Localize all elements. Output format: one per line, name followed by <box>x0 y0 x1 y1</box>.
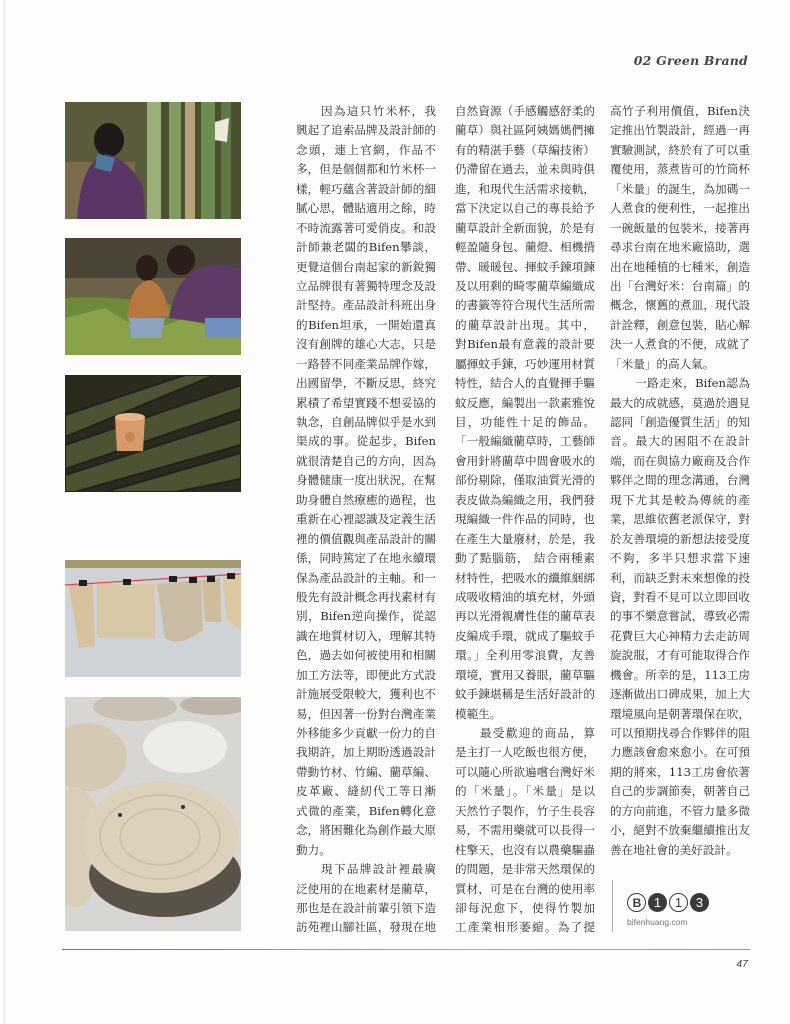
text-line: 重新在心裡認識及定義生活 <box>296 512 436 527</box>
text-line: 會用針將藺草中間會吸水的 <box>455 453 595 468</box>
text-line: 計師兼老闆的Bifen攀談， <box>296 240 436 255</box>
scan-edge <box>4 0 5 1024</box>
text-line: 動了點腦筋， 結合兩種素 <box>455 551 595 566</box>
text-line: 有的精湛手藝（草編技術） <box>455 142 595 157</box>
text-line: 自己的步調節奏，朝著自己 <box>610 784 750 799</box>
text-line: 我期許，加上期盼透過設計 <box>296 745 436 760</box>
text-line: 於友善環境的新想法接受度 <box>610 531 750 546</box>
text-line: 藺草設計全新面貌，於是有 <box>455 220 595 235</box>
text-line: 蚊反應，編製出一款素雅悅 <box>455 395 595 410</box>
text-line: 出在地種植的七種米，創造 <box>610 259 750 274</box>
logo-marks <box>627 893 709 912</box>
text-line: 「米量」的高人氣。 <box>610 356 715 371</box>
text-line: 再以光滑親膚性佳的藺草表 <box>455 609 595 624</box>
text-line: 機會。所幸的是，113工房 <box>610 667 750 682</box>
text-line: 外移能多少貢獻一份力的自 <box>296 726 436 740</box>
text-line: 的Bifen坦承，一開始還真 <box>296 317 436 332</box>
text-line: 加工方法等，即便此方式設 <box>296 667 436 682</box>
paragraph <box>610 374 750 860</box>
text-line: 「米量」的誕生，為加碼一 <box>610 181 750 196</box>
text-line: 花費巨大心神精力去走訪周 <box>610 628 750 643</box>
text-line: 裡的價值觀與產品設計的關 <box>296 531 436 546</box>
paragraph <box>296 860 436 938</box>
text-line: 念頭，連上官網，作品不 <box>296 142 436 157</box>
text-line: 人煮食的便利性，一起推出 <box>610 201 750 216</box>
text-line: 樣，輕巧蘊含著設計師的細 <box>296 181 436 196</box>
text-line: 進，和現代生活需求接軌， <box>455 181 595 196</box>
text-line: 計施展受限較大，獲利也不 <box>296 687 436 702</box>
text-line: 可以隨心所欲遍嚐台灣好米 <box>455 764 595 779</box>
text-line: 小，絕對不放棄繼續推出友 <box>610 823 750 838</box>
text-line: 的問題，是非常天然環保的 <box>455 862 595 877</box>
text-line: 輕盈隨身包、藺燈、相機揹 <box>455 240 595 255</box>
text-line: 成吸收精油的填充材，外頭 <box>455 589 595 604</box>
text-line: 帶、暖暖包、揮蚊手鍊項鍊 <box>455 259 595 274</box>
text-line: 沒有創牌的雄心大志，只是 <box>296 337 436 352</box>
text-line: 那也是在設計前輩引領下造 <box>296 900 436 915</box>
text-line: 就很清楚自己的方向，因為 <box>296 453 436 468</box>
text-line: 助身體自然療癒的過程，也 <box>296 492 436 507</box>
text-line: 是主打一人吃飯也很方便， <box>455 745 595 760</box>
text-line: 渠成的事。從起步，Bifen <box>296 434 436 449</box>
text-line: 概念，懷舊的煮皿，現代設 <box>610 298 750 313</box>
photo-forest-women <box>65 238 241 355</box>
brand-logo <box>612 880 709 932</box>
text-line: 實驗測試，終於有了可以重 <box>610 142 750 157</box>
text-line: 興起了追索品牌及設計師的 <box>296 123 436 138</box>
text-line: 柱擎天，也沒有以農藥驅蟲 <box>455 842 595 857</box>
text-line: 定推出竹製設計，經過一再 <box>610 123 750 138</box>
text-line: 不夠，多半只想求當下速 <box>610 551 750 566</box>
text-line: 期的將來，113工房會依著 <box>610 764 750 779</box>
text-line: 旋說服，才有可能取得合作 <box>610 648 750 663</box>
text-line: 逐漸做出口碑成果，加上大 <box>610 687 750 702</box>
text-line: 立品牌很有著獨特理念及設 <box>296 278 436 293</box>
text-line: 材特性，把吸水的纖維綑綁 <box>455 570 595 585</box>
text-line: 仍滯留在過去，並未與時俱 <box>455 162 595 177</box>
text-line: 的事不樂意嘗試，導致必需 <box>610 609 750 624</box>
text-line: 易，但因著一份對台灣產業 <box>296 706 436 721</box>
paragraph <box>296 102 436 860</box>
paragraph <box>610 102 750 374</box>
text-line: 因為這只竹米杯，我 <box>321 104 436 118</box>
text-line: 對Bifen最有意義的設計要 <box>455 337 595 352</box>
text-line: 膩心思，體貼適用之餘，時 <box>296 201 436 216</box>
text-line: 尋求台南在地米廠協助，選 <box>610 240 750 255</box>
text-line: 身體健康一度出狀況，在幫 <box>296 473 436 488</box>
text-line: 善在地社會的美好設計。 <box>610 842 738 857</box>
text-line: 自然資源（手感觸感舒柔的 <box>455 104 595 118</box>
text-line: 業，思維依舊老派保守，對 <box>610 512 750 527</box>
text-line: 端，而在與協力廠商及合作 <box>610 453 750 468</box>
text-line: 資，對看不見可以立即回收 <box>610 589 750 604</box>
text-line: 式微的產業，Bifen轉化意 <box>296 803 436 818</box>
text-line: 認同「創造優質生活」的知 <box>610 415 750 429</box>
text-line: 在產生大量廢材，於是，我 <box>455 531 595 546</box>
text-line: 一路走來，Bifen認為 <box>635 376 750 391</box>
text-line: 累積了希望實踐不想妥協的 <box>296 395 436 410</box>
text-line: 利，而缺乏對未來想像的投 <box>610 570 750 585</box>
text-line: 環境風向是朝著環保在吹， <box>610 706 750 721</box>
text-line: 部份剔除，僅取油質光滑的 <box>455 473 595 488</box>
text-line: 「一般編織藺草時，工藝師 <box>455 434 595 449</box>
text-line: 卻每況愈下，使得竹製加 <box>455 900 595 915</box>
text-line: 皮編成手環，就成了驅蚊手 <box>455 628 595 643</box>
text-line: 現下尤其是較為傳統的產 <box>610 492 750 507</box>
text-line: 不時流露著可愛俏皮。和設 <box>296 220 436 235</box>
text-line: 決一人煮食的不便，成就了 <box>610 337 750 352</box>
text-line: 現編織一件作品的同時，也 <box>455 512 595 527</box>
text-line: 環。」全利用零浪費，友善 <box>455 648 595 663</box>
text-line: 最受歡迎的商品，算 <box>480 726 595 740</box>
text-line: 計詮釋，創意包裝，貼心解 <box>610 317 750 332</box>
text-line: 皮革廠、縫紉代工等日漸 <box>296 784 436 799</box>
text-line: 易，不需用藥就可以長得一 <box>455 823 595 838</box>
text-line: 夥伴之間的理念溝通，台灣 <box>610 473 750 488</box>
text-line: 及以用剩的畸零藺草編織成 <box>455 278 595 293</box>
photo-bamboo-grove <box>65 102 241 219</box>
logo-mark-1: 1 <box>648 893 667 912</box>
text-line: 表皮做為編織之用，我們發 <box>455 492 595 507</box>
text-line: 多，但是個個都和竹米杯一 <box>296 162 436 177</box>
text-line: 覆使用，蒸煮皆可的竹筒杯 <box>610 162 750 177</box>
text-line: 訪苑裡山腳社區，發現在地 <box>296 920 436 935</box>
text-line: 的方向前進，不管力量多微 <box>610 803 750 818</box>
logo-mark-3: 3 <box>690 893 709 912</box>
photo-hanging-bags <box>65 560 241 677</box>
text-column-2 <box>455 102 595 938</box>
text-line: 一路替不同產業品牌作嫁， <box>296 356 436 371</box>
text-line: 現下品牌設計裡最廣 <box>321 862 436 877</box>
text-line: 的書籤等符合現代生活所需 <box>455 298 595 313</box>
text-line: 動力。 <box>296 842 331 857</box>
text-line: 執念，自創品牌似乎是水到 <box>296 415 436 429</box>
section-header: 02 Green Brand <box>633 53 748 68</box>
text-line: 色，過去如何被使用和相關 <box>296 648 436 663</box>
logo-mark-b: B <box>627 893 646 912</box>
paragraph <box>455 724 595 938</box>
text-line: 般先有設計概念再找素材有 <box>296 589 436 604</box>
footer-divider <box>62 949 750 950</box>
text-line: 高竹子利用價值，Bifen決 <box>610 104 750 118</box>
text-line: 工產業相形萎縮。為了提 <box>455 920 595 935</box>
text-line: 可以預期找尋合作夥伴的阻 <box>610 726 750 740</box>
text-line: 一碗飯量的包裝米，接著再 <box>610 220 750 235</box>
text-line: 帶動竹材、竹編、藺草編、 <box>296 764 436 779</box>
text-line: 的藺草設計出現。其中， <box>455 317 595 332</box>
text-column-3 <box>610 102 750 860</box>
text-line: 屬揮蚊手鍊，巧妙運用材質 <box>455 356 595 371</box>
text-line: 出「台灣好米：台南篇」的 <box>610 278 750 293</box>
text-line: 天然竹子製作，竹子生長容 <box>455 803 595 818</box>
text-line: 念，將困難化為創作最大原 <box>296 823 436 838</box>
text-line: 最大的成就感，莫過於遇見 <box>610 395 750 410</box>
text-line: 環境，實用又養眼，藺草驅 <box>455 667 595 682</box>
photo-bamboo-cup <box>65 375 241 492</box>
brand-url: bifenhuang.com <box>627 917 688 927</box>
text-line: 模範生。 <box>455 706 502 721</box>
text-line: 的「米量」。「米量」是以 <box>455 784 595 799</box>
text-line: 藺草）與社區阿姨媽媽們擁 <box>455 123 595 138</box>
text-line: 識在地質材切入，理解其特 <box>296 628 436 643</box>
text-line: 蚊手鍊堪稱是生活好設計的 <box>455 687 595 702</box>
text-line: 力應該會愈來愈小。在可預 <box>610 745 750 760</box>
text-line: 音。最大的困阻不在設計 <box>610 434 750 449</box>
text-line: 係，同時篤定了在地永續環 <box>296 551 436 566</box>
text-line: 當下決定以自己的專長給予 <box>455 201 595 216</box>
text-line: 泛使用的在地素材是藺草， <box>296 881 436 896</box>
text-column-1 <box>296 102 436 938</box>
text-line: 別，Bifen逆向操作，從認 <box>296 609 436 624</box>
logo-mark-1-outline: 1 <box>669 893 688 912</box>
photo-woven-baskets <box>65 697 241 931</box>
text-line: 特性，結合人的直覺揮手驅 <box>455 376 595 391</box>
paragraph <box>455 102 595 724</box>
text-line: 出國留學，不斷反思，終究 <box>296 376 436 391</box>
text-line: 更覺這個台南起家的新銳獨 <box>296 259 436 274</box>
text-line: 計堅持。產品設計科班出身 <box>296 298 436 313</box>
page-number: 47 <box>736 958 748 970</box>
text-line: 目，功能性十足的飾品。 <box>455 415 595 429</box>
text-line: 保為產品設計的主軸。和一 <box>296 570 436 585</box>
text-line: 質材，可是在台灣的使用率 <box>455 881 595 896</box>
